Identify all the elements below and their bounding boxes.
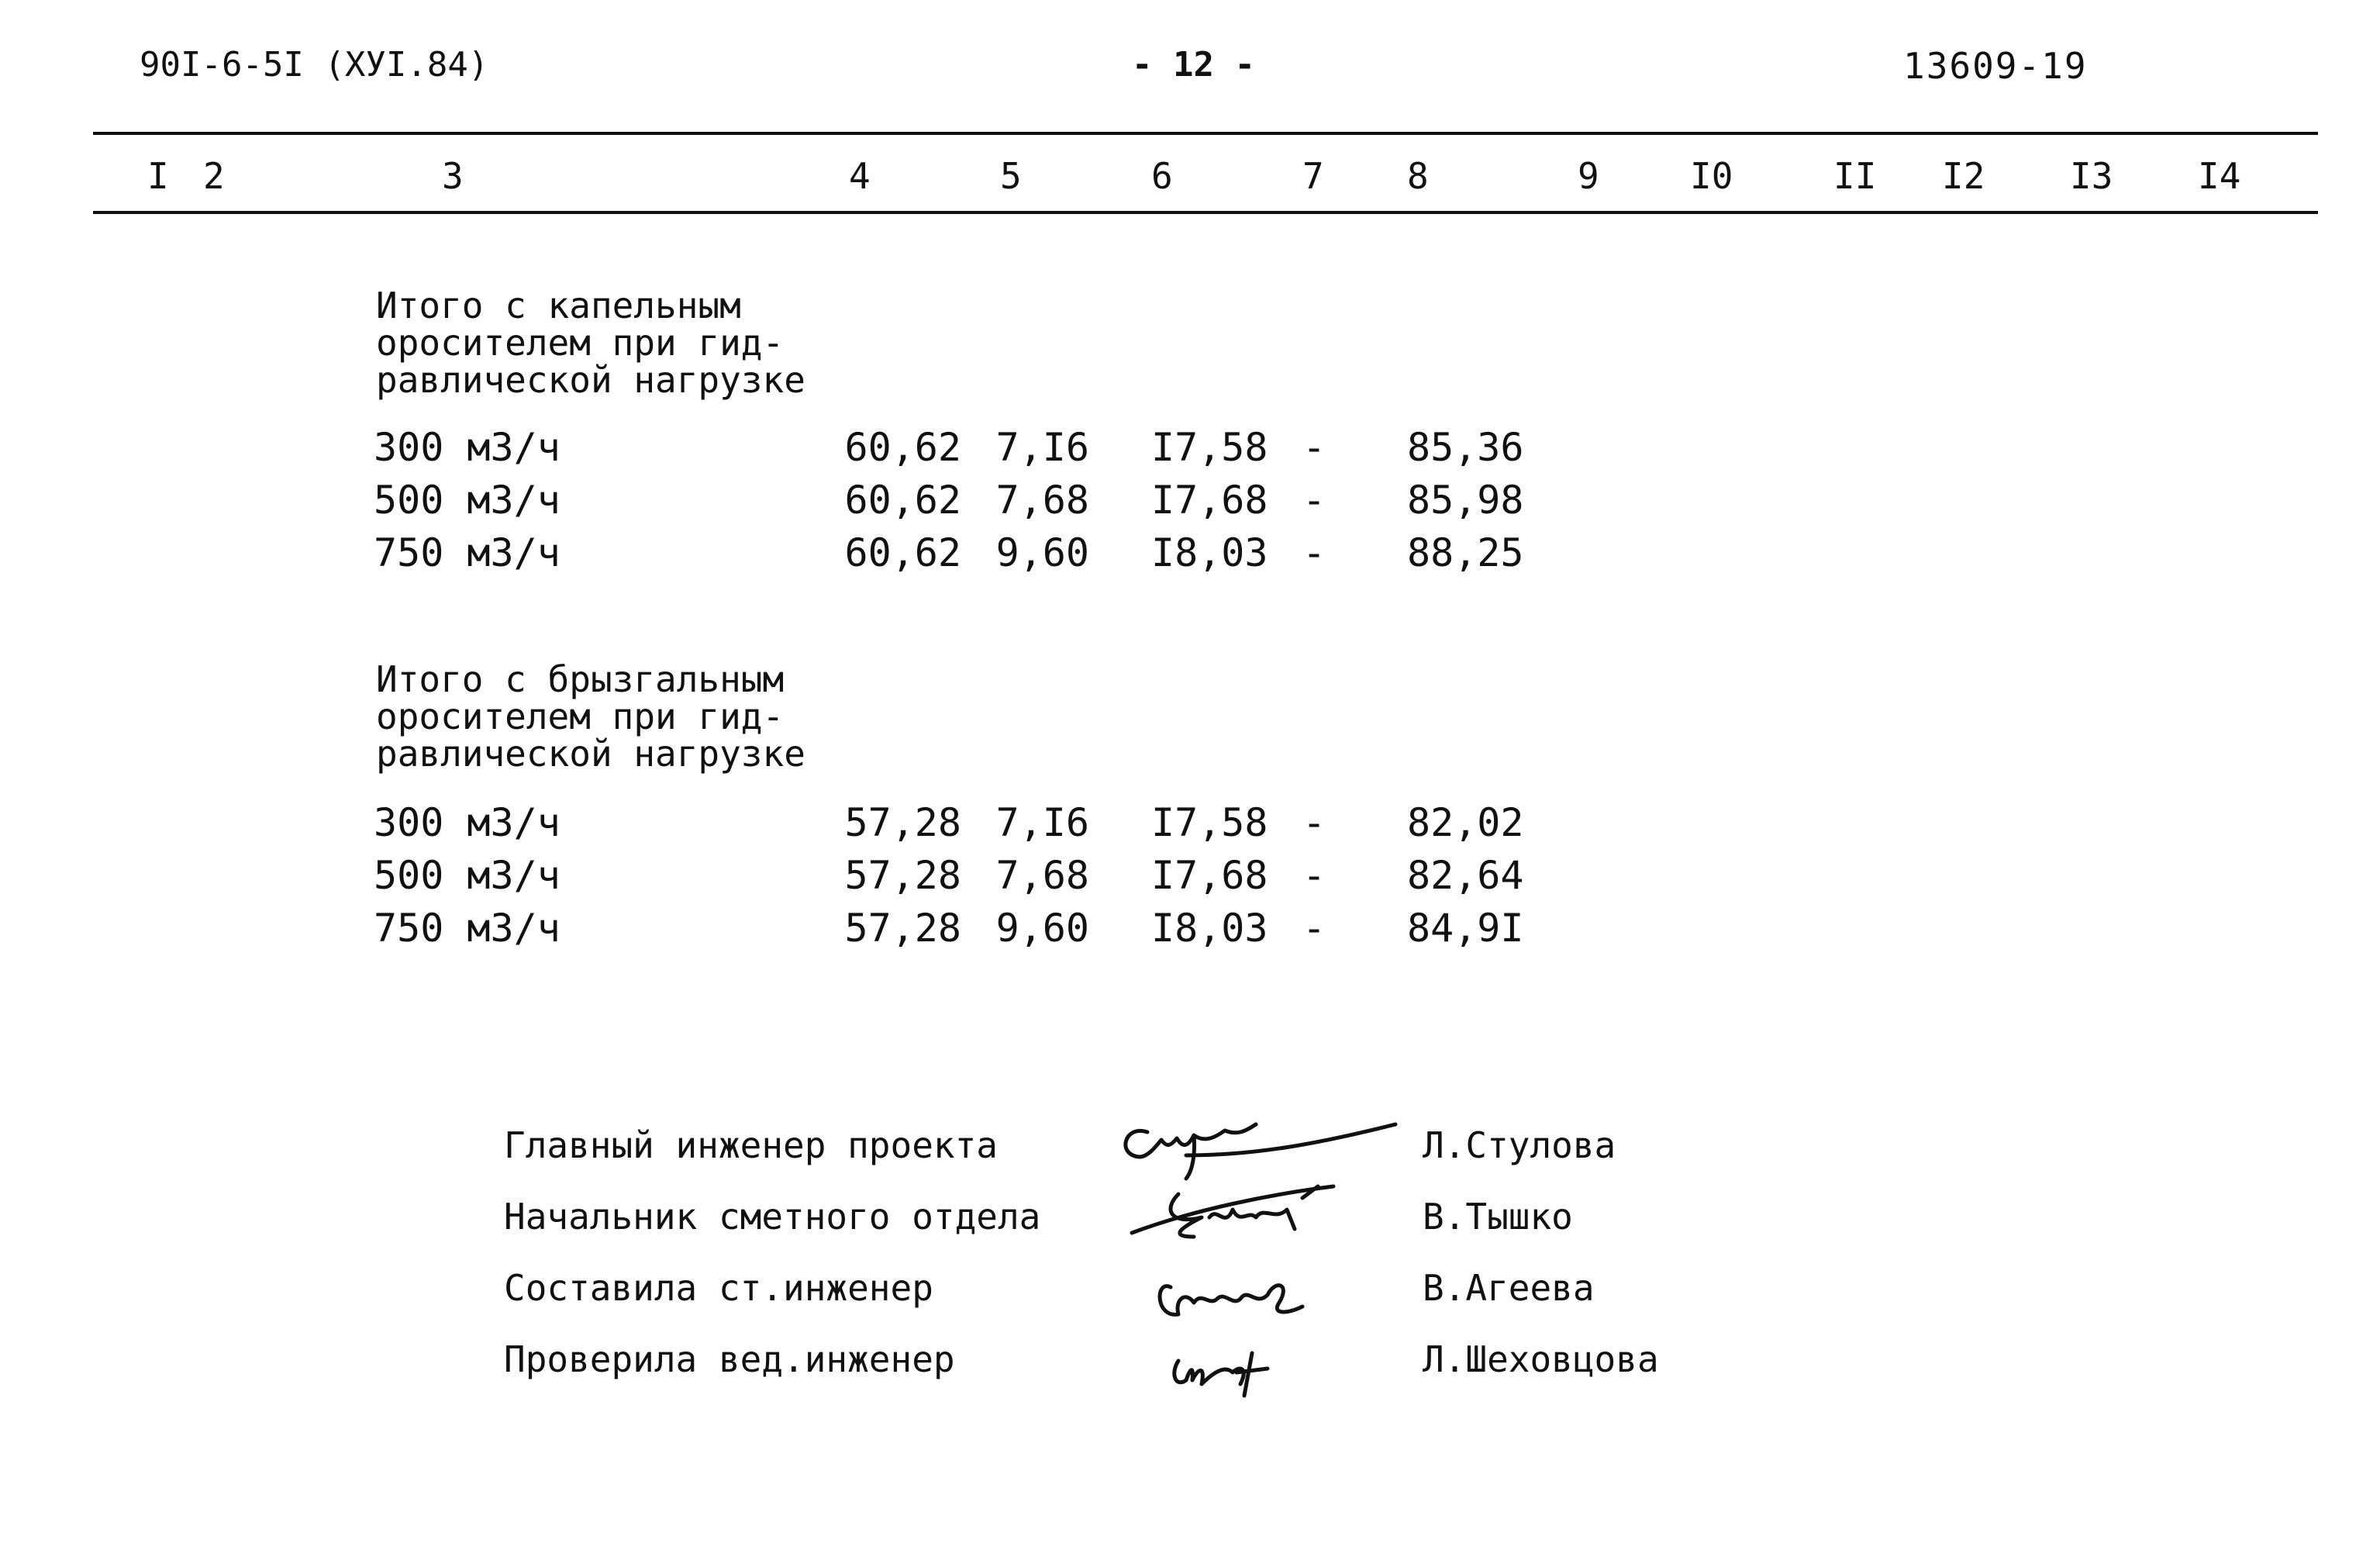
signatory-name: В.Агеева bbox=[1423, 1267, 1595, 1309]
cell-col8: 84,9I bbox=[1407, 906, 1524, 951]
column-number: 7 bbox=[1302, 155, 1324, 197]
section-heading-line: равлической нагрузке bbox=[376, 359, 805, 401]
cell-col4: 60,62 bbox=[844, 478, 961, 523]
row-label: 750 м3/ч bbox=[374, 530, 561, 575]
column-number: I bbox=[147, 155, 169, 197]
row-label: 500 м3/ч bbox=[374, 853, 561, 898]
column-number: 2 bbox=[203, 155, 225, 197]
cell-col6: I7,58 bbox=[1151, 425, 1268, 470]
cell-col6: I7,58 bbox=[1151, 800, 1268, 845]
header-rule-bottom bbox=[93, 211, 2318, 214]
cell-col5: 7,68 bbox=[995, 478, 1089, 523]
signatory-role: Составила ст.инженер bbox=[504, 1267, 933, 1309]
row-label: 300 м3/ч bbox=[374, 425, 561, 470]
cell-col5: 9,60 bbox=[995, 530, 1089, 575]
row-label: 300 м3/ч bbox=[374, 800, 561, 845]
signatory-name: Л.Стулова bbox=[1423, 1124, 1616, 1166]
cell-col5: 9,60 bbox=[995, 906, 1089, 951]
document-number: 13609-19 bbox=[1903, 45, 2088, 87]
signatory-role: Начальник сметного отдела bbox=[504, 1196, 1041, 1238]
cell-col5: 7,68 bbox=[995, 853, 1089, 898]
handwritten-signatures bbox=[1101, 1101, 1411, 1411]
section-heading-line: оросителем при гид- bbox=[376, 322, 785, 364]
cell-col6: I7,68 bbox=[1151, 853, 1268, 898]
signatory-role: Проверила вед.инженер bbox=[504, 1338, 955, 1380]
row-label: 750 м3/ч bbox=[374, 906, 561, 951]
cell-col8: 88,25 bbox=[1407, 530, 1524, 575]
cell-col7: - bbox=[1302, 800, 1326, 845]
cell-col5: 7,I6 bbox=[995, 425, 1089, 470]
page-number: - 12 - bbox=[1132, 45, 1255, 85]
section-heading-line: Итого с капельным bbox=[376, 285, 741, 326]
cell-col4: 60,62 bbox=[844, 530, 961, 575]
cell-col7: - bbox=[1302, 906, 1326, 951]
cell-col8: 85,36 bbox=[1407, 425, 1524, 470]
column-number: 6 bbox=[1151, 155, 1173, 197]
cell-col7: - bbox=[1302, 425, 1326, 470]
column-number: 3 bbox=[442, 155, 464, 197]
section-heading bbox=[376, 287, 805, 399]
cell-col6: I7,68 bbox=[1151, 478, 1268, 523]
row-label: 500 м3/ч bbox=[374, 478, 561, 523]
section-heading-line: равлической нагрузке bbox=[376, 733, 805, 775]
cell-col8: 82,02 bbox=[1407, 800, 1524, 845]
column-number: I0 bbox=[1690, 155, 1733, 197]
header-rule-top bbox=[93, 132, 2318, 135]
cell-col7: - bbox=[1302, 478, 1326, 523]
cell-col8: 82,64 bbox=[1407, 853, 1524, 898]
section-heading-line: Итого с брызгальным bbox=[376, 658, 785, 700]
cell-col4: 60,62 bbox=[844, 425, 961, 470]
column-number: I4 bbox=[2198, 155, 2241, 197]
cell-col4: 57,28 bbox=[844, 800, 961, 845]
column-number: II bbox=[1833, 155, 1877, 197]
column-number: 8 bbox=[1407, 155, 1429, 197]
section-heading-line: оросителем при гид- bbox=[376, 696, 785, 737]
cell-col4: 57,28 bbox=[844, 853, 961, 898]
document-code: 90I-6-5I (XУI.84) bbox=[140, 45, 489, 85]
cell-col5: 7,I6 bbox=[995, 800, 1089, 845]
cell-col6: I8,03 bbox=[1151, 530, 1268, 575]
column-number: I2 bbox=[1942, 155, 1985, 197]
column-number: 9 bbox=[1578, 155, 1599, 197]
cell-col4: 57,28 bbox=[844, 906, 961, 951]
column-number: I3 bbox=[2070, 155, 2113, 197]
cell-col7: - bbox=[1302, 530, 1326, 575]
column-number: 4 bbox=[849, 155, 871, 197]
cell-col8: 85,98 bbox=[1407, 478, 1524, 523]
section-heading bbox=[376, 658, 805, 775]
signatory-role: Главный инженер проекта bbox=[504, 1124, 998, 1166]
signatory-name: Л.Шеховцова bbox=[1423, 1338, 1659, 1380]
cell-col7: - bbox=[1302, 853, 1326, 898]
column-number: 5 bbox=[1000, 155, 1022, 197]
signatory-name: В.Тышко bbox=[1423, 1196, 1573, 1238]
cell-col6: I8,03 bbox=[1151, 906, 1268, 951]
